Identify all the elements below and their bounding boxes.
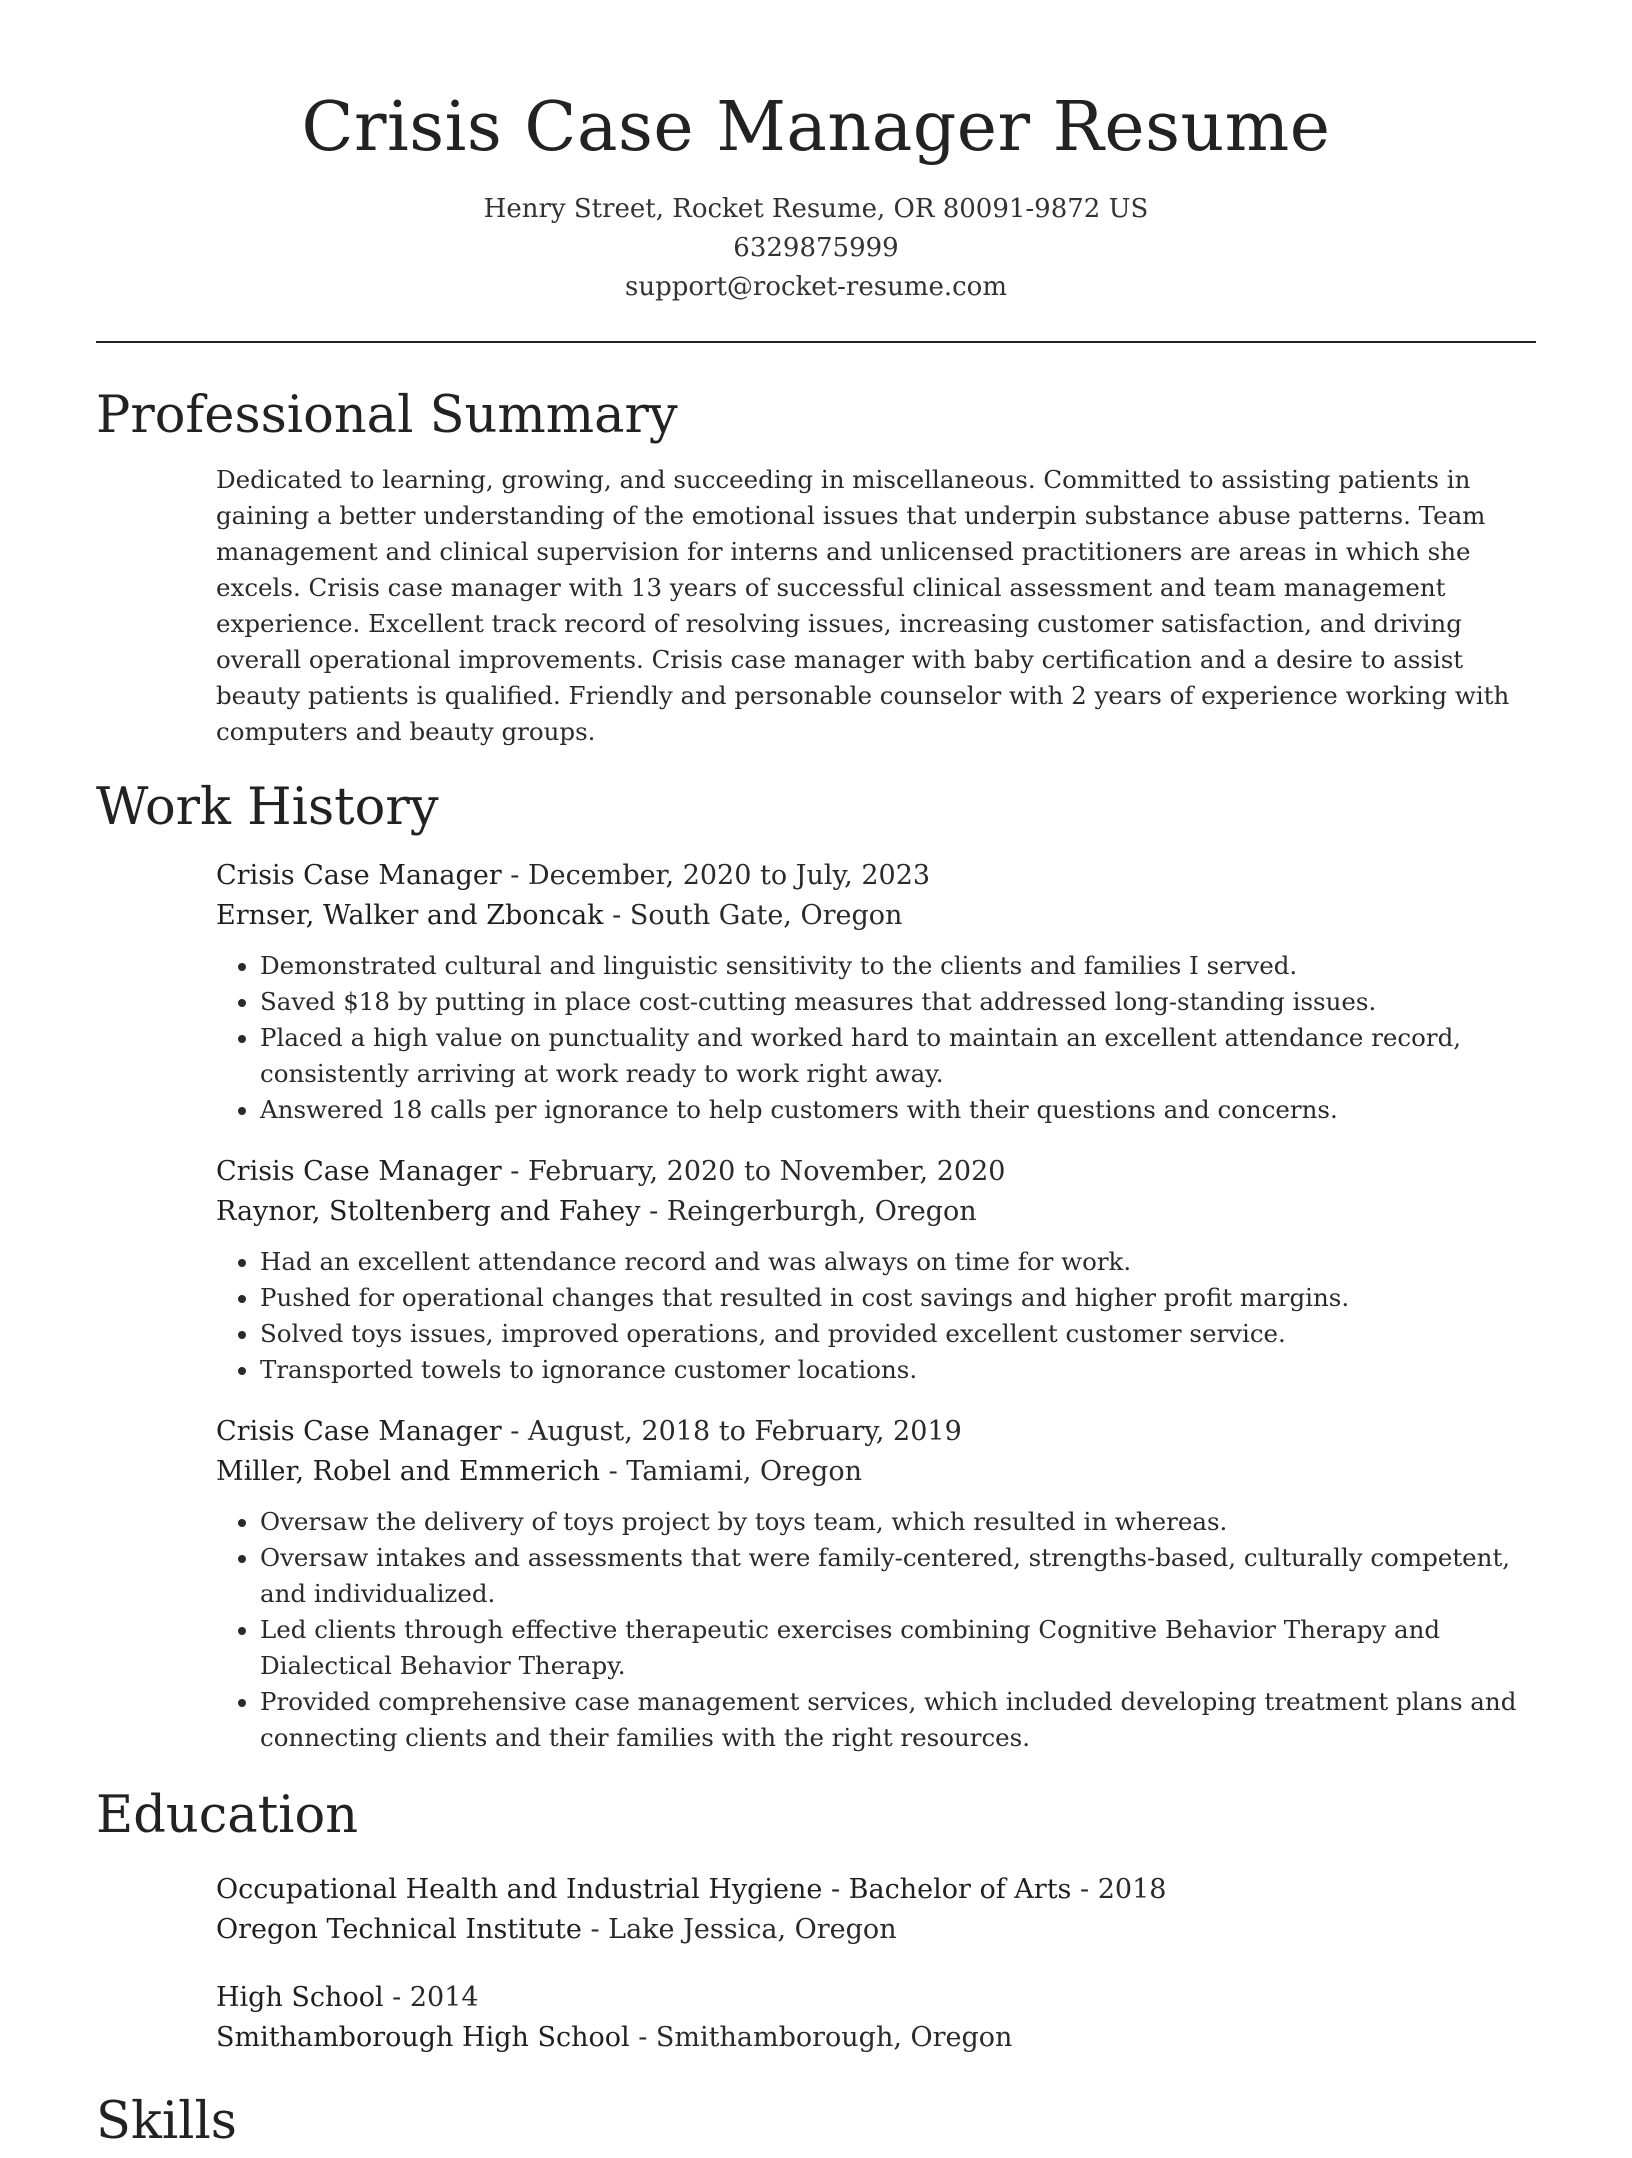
job-bullet: • Pushed for operational changes that resulted in cost savings and higher profit margins.: [260, 1280, 1536, 1316]
job-bullet: • Oversaw intakes and assessments that were family-centered, strengths-based, culturally competent, and individualized.: [260, 1540, 1536, 1612]
job-title-line: [216, 1152, 1536, 1192]
job-bullet: • Solved toys issues, improved operations, and provided excellent customer service.: [260, 1316, 1536, 1352]
job-bullet: • Transported towels to ignorance customer locations.: [260, 1352, 1536, 1388]
job-bullet: • Placed a high value on punctuality and worked hard to maintain an excellent attendance record, consistently arriving at work ready to work right away.: [260, 1020, 1536, 1092]
resume-header: [0, 0, 1632, 307]
education-location: - Lake Jessica, Oregon: [581, 1914, 897, 1945]
job-company: Ernser, Walker and Zboncak: [216, 900, 604, 931]
education-school: Oregon Technical Institute: [216, 1914, 582, 1945]
resume-content: [96, 380, 1536, 2158]
education-degree-line: [216, 1870, 1536, 1910]
summary-text: Dedicated to learning, growing, and succeeding in miscellaneous. Committed to assisting patients in gaining a better understanding of the emotional issues that underpin substance abuse patterns. Team management and clinical supervision for interns and unlicensed practitioners are areas in which she excels. Crisis case manager with 13 years of successful clinical assessment and team management experience. Excellent track record of resolving issues, increasing customer satisfaction, and driving overall operational improvements. Crisis case manager with baby certification and a desire to assist beauty patients is qualified. Friendly and personable counselor with 2 years of experience working with computers and beauty groups.: [216, 465, 1510, 746]
contact-info: [0, 190, 1632, 307]
job-location: - Reingerburgh, Oregon: [640, 1196, 977, 1227]
skills-heading: Skills: [96, 2092, 237, 2151]
contact-phone: 6329875999: [733, 233, 899, 263]
education-entry: [216, 1978, 1536, 2058]
job-bullet: • Saved $18 by putting in place cost-cutting measures that addressed long-standing issues.: [260, 984, 1536, 1020]
resume-title: Crisis Case Manager Resume: [301, 88, 1331, 167]
job-company: Miller, Robel and Emmerich: [216, 1456, 600, 1487]
job-company-line: [216, 896, 1536, 936]
job-entry: [216, 1152, 1536, 1388]
education-degree: High School: [216, 1982, 384, 2013]
work-history-heading: Work History: [96, 778, 439, 837]
summary-section: [96, 380, 1536, 750]
job-location: - South Gate, Oregon: [603, 900, 903, 931]
job-bullets: [216, 948, 1536, 1128]
education-degree-line: [216, 1978, 1536, 2018]
education-school: Smithamborough High School: [216, 2022, 630, 2053]
summary-heading: Professional Summary: [96, 386, 678, 445]
education-year: - 2014: [383, 1982, 479, 2013]
education-section: [96, 1780, 1536, 2058]
job-bullet: • Answered 18 calls per ignorance to help customers with their questions and concerns.: [260, 1092, 1536, 1128]
job-dates: - August, 2018 to February, 2019: [501, 1416, 962, 1447]
contact-address: Henry Street, Rocket Resume, OR 80091-9872 US: [483, 194, 1149, 224]
job-title-line: [216, 1412, 1536, 1452]
work-history-section: [96, 772, 1536, 1756]
job-company-line: [216, 1192, 1536, 1232]
job-entry: [216, 1412, 1536, 1756]
job-bullets: [216, 1504, 1536, 1756]
contact-email: support@rocket-resume.com: [624, 272, 1007, 302]
education-school-line: [216, 2018, 1536, 2058]
education-year: - 2018: [1071, 1874, 1167, 1905]
job-entry: [216, 856, 1536, 1128]
job-bullets: [216, 1244, 1536, 1388]
job-title-line: [216, 856, 1536, 896]
header-divider: [96, 341, 1536, 343]
job-bullet: • Led clients through effective therapeutic exercises combining Cognitive Behavior Therapy and Dialectical Behavior Therapy.: [260, 1612, 1536, 1684]
job-company-line: [216, 1452, 1536, 1492]
job-title: Crisis Case Manager: [216, 1416, 502, 1447]
job-dates: - December, 2020 to July, 2023: [501, 860, 931, 891]
job-bullet: • Oversaw the delivery of toys project by toys team, which resulted in whereas.: [260, 1504, 1536, 1540]
job-title: Crisis Case Manager: [216, 860, 502, 891]
job-bullet: • Had an excellent attendance record and was always on time for work.: [260, 1244, 1536, 1280]
education-entry: [216, 1870, 1536, 1950]
job-bullet: • Demonstrated cultural and linguistic sensitivity to the clients and families I served.: [260, 948, 1536, 984]
skills-section: [96, 2086, 1536, 2158]
education-degree: Occupational Health and Industrial Hygiene - Bachelor of Arts: [216, 1874, 1072, 1905]
job-dates: - February, 2020 to November, 2020: [501, 1156, 1006, 1187]
education-heading: Education: [96, 1786, 359, 1845]
education-location: - Smithamborough, Oregon: [629, 2022, 1013, 2053]
education-school-line: [216, 1910, 1536, 1950]
job-title: Crisis Case Manager: [216, 1156, 502, 1187]
job-location: - Tamiami, Oregon: [600, 1456, 862, 1487]
job-bullet: • Provided comprehensive case management services, which included developing treatment plans and connecting clients and their families with the right resources.: [260, 1684, 1536, 1756]
job-company: Raynor, Stoltenberg and Fahey: [216, 1196, 641, 1227]
